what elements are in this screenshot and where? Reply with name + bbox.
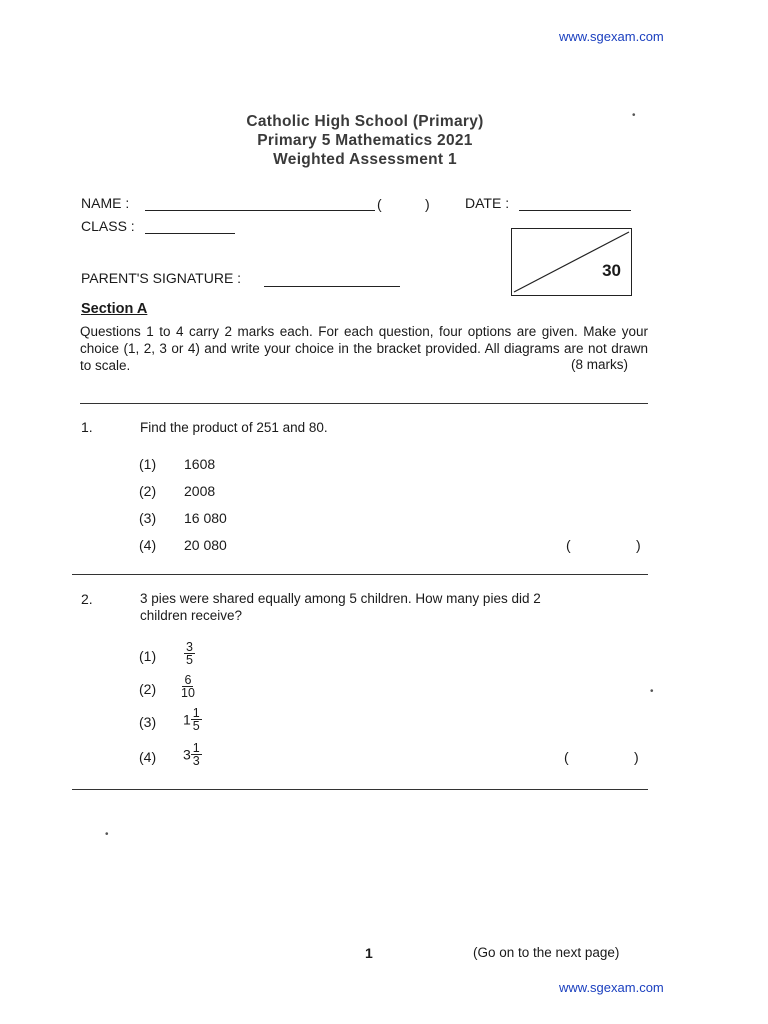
option-value[interactable]: 20 080 bbox=[184, 537, 227, 553]
school-name: Catholic High School (Primary) bbox=[246, 113, 484, 130]
scan-speck: • bbox=[632, 110, 636, 121]
option-fraction[interactable] bbox=[181, 674, 195, 699]
name-label: NAME : bbox=[81, 195, 130, 211]
date-label: DATE : bbox=[465, 195, 510, 211]
fraction-numerator: 3 bbox=[186, 640, 193, 654]
date-blank[interactable] bbox=[519, 196, 631, 211]
fraction-numerator: 1 bbox=[192, 741, 200, 755]
subject-title: Primary 5 Mathematics 2021 bbox=[257, 132, 473, 149]
scan-speck: • bbox=[105, 829, 109, 840]
section-divider bbox=[80, 403, 648, 404]
option-label: (4) bbox=[139, 537, 157, 553]
fraction bbox=[184, 641, 195, 666]
option-value[interactable]: 1608 bbox=[184, 456, 216, 472]
fraction-whole: 3 bbox=[183, 746, 191, 763]
name-open-paren: ( bbox=[377, 196, 382, 212]
name-blank[interactable] bbox=[145, 196, 375, 211]
answer-bracket-close: ) bbox=[634, 749, 639, 765]
parent-signature-blank[interactable] bbox=[264, 271, 400, 287]
score-box bbox=[511, 228, 632, 296]
option-label: (3) bbox=[139, 510, 157, 526]
fraction-denominator: 10 bbox=[181, 686, 195, 700]
question-divider bbox=[72, 789, 648, 790]
class-label: CLASS : bbox=[81, 218, 135, 234]
option-label: (1) bbox=[139, 456, 157, 472]
fraction bbox=[191, 742, 202, 767]
site-url-bottom[interactable]: www.sgexam.com bbox=[559, 980, 664, 995]
option-label: (4) bbox=[139, 749, 157, 765]
answer-bracket-space[interactable] bbox=[576, 748, 630, 766]
fraction-denominator: 5 bbox=[192, 719, 200, 733]
continue-note: (Go on to the next page) bbox=[473, 945, 620, 960]
fraction-numerator: 6 bbox=[184, 673, 192, 687]
answer-bracket-close: ) bbox=[636, 537, 641, 553]
section-heading: Section A bbox=[81, 301, 148, 317]
question-divider bbox=[72, 574, 648, 575]
option-label: (2) bbox=[139, 483, 157, 499]
question-number: 2. bbox=[81, 591, 93, 607]
question-text: Find the product of 251 and 80. bbox=[140, 420, 328, 435]
option-label: (3) bbox=[139, 714, 157, 730]
answer-bracket-open: ( bbox=[566, 537, 571, 553]
option-fraction[interactable] bbox=[183, 742, 202, 767]
option-label: (2) bbox=[139, 681, 157, 697]
scan-speck: • bbox=[650, 686, 654, 697]
fraction bbox=[191, 707, 202, 732]
option-fraction[interactable] bbox=[184, 641, 195, 666]
section-marks: (8 marks) bbox=[571, 357, 628, 372]
class-blank[interactable] bbox=[145, 219, 235, 234]
parent-signature-label: PARENT'S SIGNATURE : bbox=[81, 270, 242, 286]
instructions-text: Questions 1 to 4 carry 2 marks each. For each question, four options are given. Make your choice (1, 2, 3 or 4) and write your choice in the bracket provided. All diagrams are not drawn to scale. bbox=[80, 324, 648, 373]
site-url-top[interactable]: www.sgexam.com bbox=[559, 29, 664, 44]
page-number: 1 bbox=[365, 945, 373, 961]
fraction-denominator: 3 bbox=[192, 754, 200, 768]
option-value[interactable]: 16 080 bbox=[184, 510, 227, 526]
fraction-whole: 1 bbox=[183, 711, 191, 728]
answer-bracket-open: ( bbox=[564, 749, 569, 765]
question-text: 3 pies were shared equally among 5 children. How many pies did 2 children receive? bbox=[140, 591, 541, 623]
score-total: 30 bbox=[602, 261, 621, 280]
option-label: (1) bbox=[139, 648, 157, 664]
fraction-denominator: 5 bbox=[186, 653, 193, 667]
option-fraction[interactable] bbox=[183, 707, 202, 732]
option-value[interactable]: 2008 bbox=[184, 483, 216, 499]
fraction-numerator: 1 bbox=[192, 706, 200, 720]
question-number: 1. bbox=[81, 419, 93, 435]
section-instructions bbox=[80, 323, 648, 374]
answer-bracket-space[interactable] bbox=[578, 536, 630, 554]
fraction bbox=[181, 674, 195, 699]
name-close-paren: ) bbox=[425, 196, 430, 212]
assessment-title: Weighted Assessment 1 bbox=[273, 151, 457, 168]
